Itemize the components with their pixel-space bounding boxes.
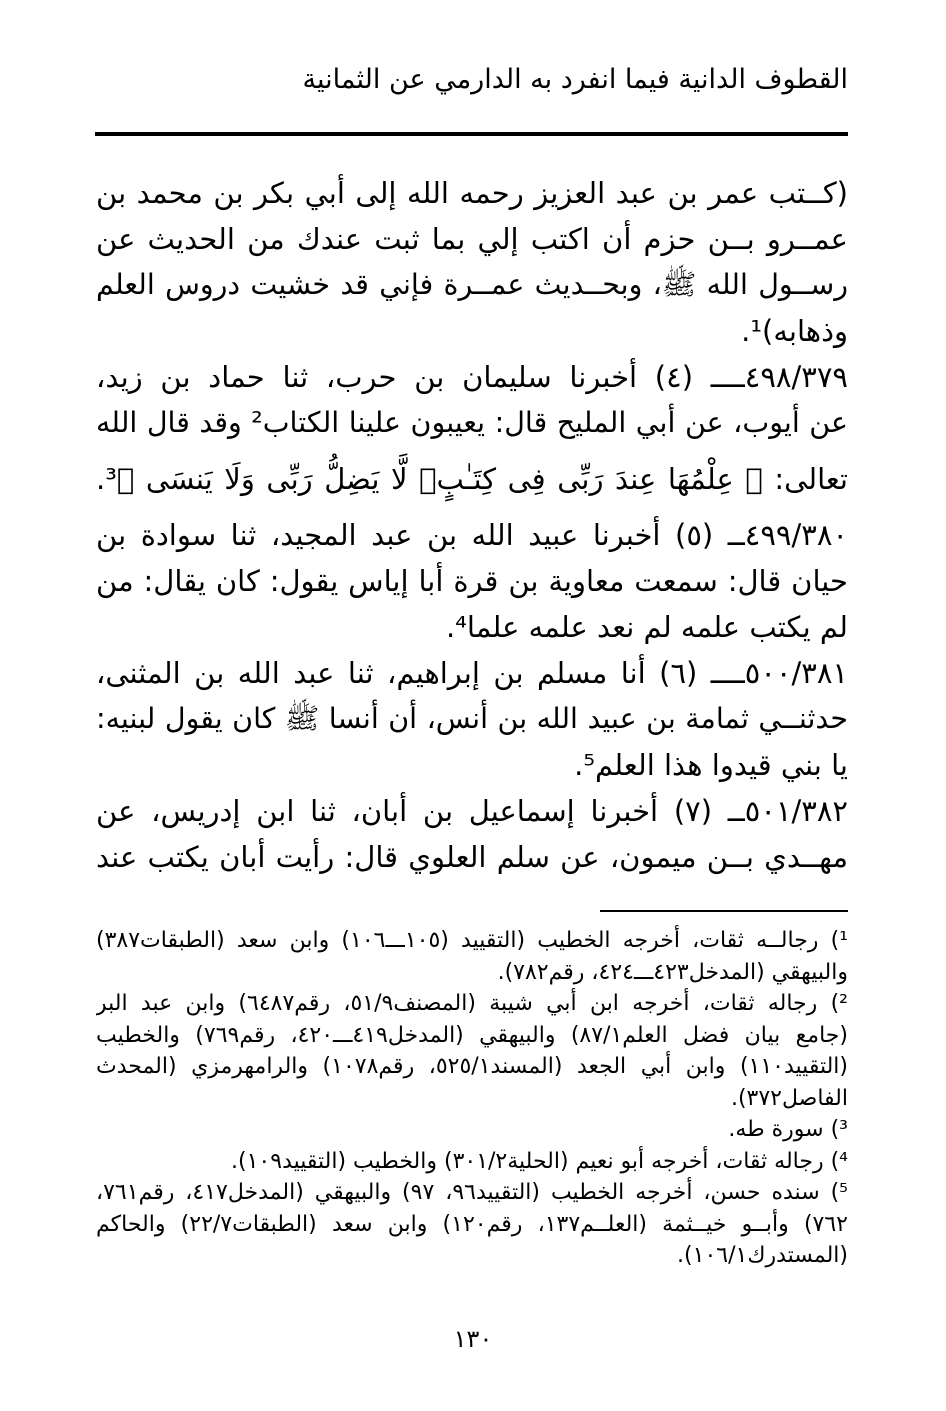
footnote-line: ¹) رجالــه ثقات، أخرجه الخطيب (التقييد (١٠٥ـــ١٠٦) وابن سعد (الطبقات٣٨٧): [96, 928, 848, 953]
footnote-line: ⁵) سنده حسن، أخرجه الخطيب (التقييد٩٦، ٩٧) والبيهقي (المدخل٤١٧، رقم٧٦١،: [96, 1180, 848, 1205]
text-line: مهــدي بــن ميمون، عن سلم العلوي قال: رأيت أبان يكتب عند: [96, 840, 848, 874]
footnote-line: (جامع بيان فضل العلم٨٧/١) والبيهقي (المدخل٤١٩ـــ٤٢٠، رقم٧٦٩) والخطيب: [96, 1022, 848, 1048]
footnote-line: (التقييد١١٠) وابن أبي الجعد (المسند٥٢٥/١، رقم١٠٧٨) والرامهرمزي (المحدث: [96, 1054, 848, 1079]
text-line: وذهابه)¹.: [741, 314, 848, 348]
footnote-separator: [600, 910, 848, 912]
footnote-line: والبيهقي (المدخل٤٢٣ـــ٤٢٤، رقم٧٨٢).: [497, 959, 848, 985]
text-line: حدثنــي ثمامة بن عبيد الله بن أنس، أن أنسا ﷺ كان يقول لبنيه:: [96, 702, 848, 735]
footnote-line: (المستدرك١٠٦/١).: [677, 1243, 848, 1268]
footnote-line: الفاصل٣٧٢).: [730, 1085, 848, 1111]
page-number: ١٣٠: [453, 1325, 493, 1353]
text-line: عن أيوب، عن أبي المليح قال: يعيبون علينا الكتاب² وقد قال الله: [96, 406, 848, 439]
text-line: (كــتب عمر بن عبد العزيز رحمه الله إلى أبي بكر بن محمد بن: [96, 176, 848, 210]
hadith-380-line: ٤٩٩/٣٨٠ــ (٥) أخبرنا عبيد الله بن عبد المجيد، ثنا سوادة بن: [96, 518, 848, 552]
footnotes: [96, 925, 848, 1272]
hadith-379-line: ٤٩٨/٣٧٩ــــ (٤) أخبرنا سليمان بن حرب، ثنا حماد بن زيد،: [96, 360, 848, 394]
running-header: القطوف الدانية فيما انفرد به الدارمي عن الثمانية: [302, 64, 848, 95]
main-text: [96, 170, 848, 880]
text-line: لم يكتب علمه لم نعد علمه علما⁴.: [446, 610, 848, 644]
footnote-line: ٧٦٢) وأبــو خيــثمة (العلــم١٣٧، رقم١٢٠) وابن سعد (الطبقات٢٢/٧) والحاكم: [96, 1211, 848, 1237]
header-rule: [95, 132, 848, 136]
footnote-line: ²) رجاله ثقات، أخرجه ابن أبي شيبة (المصنف٥١/٩، رقم٦٤٨٧) وابن عبد البر: [96, 991, 848, 1016]
text-line: يا بني قيدوا هذا العلم⁵.: [574, 748, 848, 782]
hadith-381-line: ٥٠٠/٣٨١ــــ (٦) أنا مسلم بن إبراهيم، ثنا عبد الله بن المثنى،: [96, 656, 848, 690]
hadith-382-line: ٥٠١/٣٨٢ــ (٧) أخبرنا إسماعيل بن أبان، ثنا ابن إدريس، عن: [96, 794, 848, 828]
footnote-line: ⁴) رجاله ثقات، أخرجه أبو نعيم (الحلية٣٠١/٢) والخطيب (التقييد١٠٩).: [231, 1148, 848, 1174]
quran-verse-line: تعالى: ﴿ عِلْمُهَا عِندَ رَبِّى فِى كِتَـٰبٍۖ لَّا يَضِلُّ رَبِّى وَلَا يَنسَى ﴾³.: [96, 462, 848, 496]
text-line: حيان قال: سمعت معاوية بن قرة أبا إياس يقول: كان يقال: من: [96, 564, 848, 598]
text-line: رســول الله ﷺ، وبحــديث عمــرة فإني قد خشيت دروس العلم: [96, 268, 848, 301]
text-line: عمــرو بــن حزم أن اكتب إلي بما ثبت عندك من الحديث عن: [96, 222, 848, 256]
footnote-line: ³) سورة طه.: [728, 1117, 848, 1142]
